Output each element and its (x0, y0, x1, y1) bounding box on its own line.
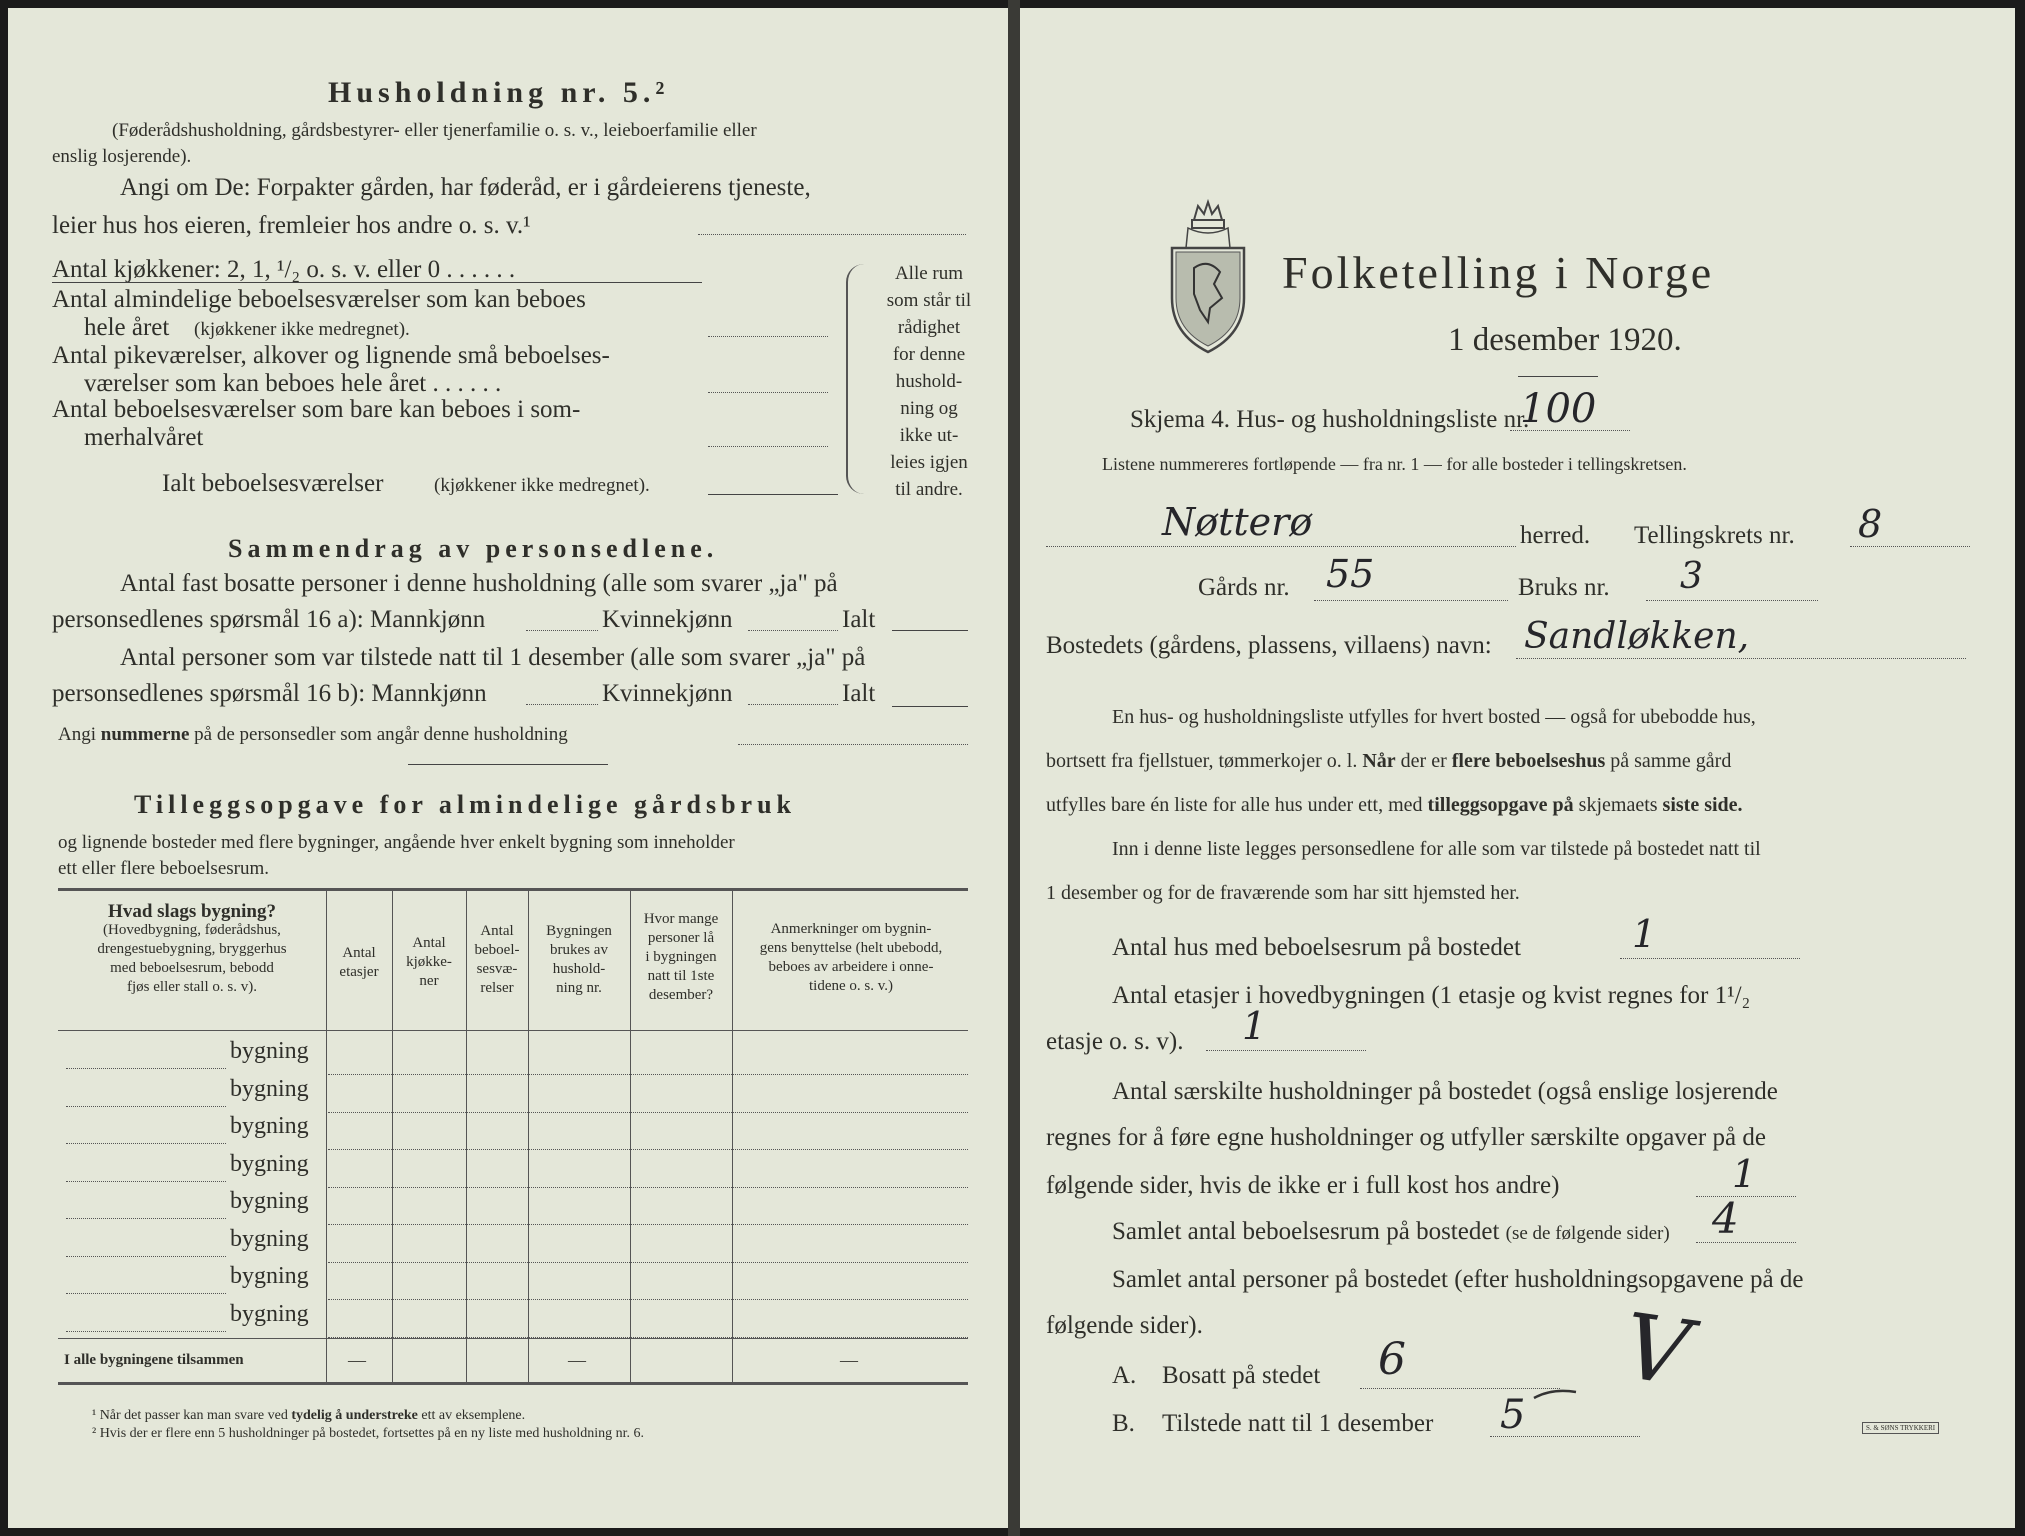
rooms-field[interactable] (1696, 1242, 1796, 1243)
header-line: beboel- (474, 942, 520, 958)
header-line: beboes av arbeidere i onne- (768, 959, 934, 975)
intro-line-2: enslig losjerende). (52, 146, 192, 167)
header-line: tidene o. s. v.) (808, 978, 893, 994)
header-line: Anmerkninger om bygnin- (770, 921, 932, 937)
building-name-field[interactable] (66, 1331, 226, 1332)
summer-rooms-field[interactable] (708, 446, 828, 447)
floors-question-1: Antal etasjer i hovedbygningen (1 etasje og kvist regnes for 1¹/₂ (1112, 982, 1751, 1009)
rooms-question-note: (se de følgende sider) (1505, 1223, 1670, 1244)
header-line: natt til 1ste (647, 968, 715, 984)
male-resident-field[interactable] (526, 630, 598, 631)
present-value[interactable]: 5 (1500, 1392, 1526, 1438)
table-row (328, 1074, 968, 1075)
building-row-label: bygning (230, 1038, 309, 1064)
present-field[interactable] (1490, 1436, 1640, 1437)
houses-field[interactable] (1620, 958, 1800, 959)
building-name-field[interactable] (66, 1106, 226, 1107)
header-household (530, 922, 628, 998)
header-line: Hvor mange (643, 911, 719, 927)
question-line-2: leier hus hos eieren, fremleier hos andre o. s. v.¹ (52, 212, 531, 239)
female-resident-field[interactable] (748, 630, 838, 631)
side-note-line: Alle rum (894, 263, 964, 284)
total-rooms-label: Ialt beboelsesværelser (162, 470, 384, 497)
header-persons (632, 910, 730, 1005)
building-name-field[interactable] (66, 1143, 226, 1144)
krets-label: Tellingskrets nr. (1634, 522, 1795, 549)
male-present-field[interactable] (526, 704, 598, 705)
total-rooms-field[interactable] (708, 494, 838, 495)
instruction-text: bortsett fra fjellstuer, tømmerkojer o. l. (1046, 750, 1358, 772)
households-question-2: regnes for å føre egne husholdninger og utfyller særskilte opgaver på de (1046, 1124, 1766, 1151)
gards-value[interactable]: 55 (1326, 552, 1375, 596)
houses-question: Antal hus med beboelsesrum på bostedet (1112, 934, 1521, 961)
resident-text: Bosatt på stedet (1162, 1362, 1321, 1389)
female-label-2: Kvinnekjønn (602, 680, 733, 707)
table-row (328, 1262, 968, 1263)
instruction-line-4: Inn i denne liste legges personsedlene for alle som var tilstede på bostedet natt til (1112, 838, 1761, 860)
summer-rooms-label-2: merhalvåret (84, 424, 204, 451)
side-note-line: rådighet (897, 317, 961, 338)
present-text: Tilstede natt til 1 desember (1162, 1410, 1434, 1437)
households-value[interactable]: 1 (1732, 1152, 1757, 1196)
kitchens-label: Antal kjøkkener: 2, 1, ¹/₂ o. s. v. eller 0 . . . . . . (52, 256, 516, 283)
female-label: Kvinnekjønn (602, 606, 733, 633)
herred-label: herred. (1520, 522, 1591, 549)
total-present-field[interactable] (892, 706, 968, 707)
header-line: desember? (648, 987, 714, 1003)
building-name-field[interactable] (66, 1068, 226, 1069)
total-household-dash: — (568, 1350, 586, 1370)
bosted-value[interactable]: Sandløkken, (1524, 616, 1750, 657)
bruks-value[interactable]: 3 (1680, 556, 1703, 597)
floors-value[interactable]: 1 (1242, 1004, 1267, 1048)
building-row-label: bygning (230, 1188, 309, 1214)
households-question-3: følgende sider, hvis de ikke er i full kost hos andre) (1046, 1172, 1560, 1199)
header-line: brukes av (550, 942, 608, 958)
krets-field[interactable] (1850, 546, 1970, 547)
divider (52, 282, 702, 283)
persons-question-1: Samlet antal personer på bostedet (efter husholdningsopgavene på de (1112, 1266, 1804, 1293)
numbers-text-2: på de personsedler som angår denne husholdning (194, 724, 568, 745)
numbers-text: Angi (58, 724, 96, 745)
brace (846, 264, 872, 494)
header-line: med beboelsesrum, bebodd (110, 960, 274, 976)
check-mark: V (1617, 1293, 1696, 1408)
gards-field[interactable] (1314, 600, 1508, 601)
summary-title: Sammendrag av personsedlene. (228, 534, 719, 563)
instruction-bold: flere beboelseshus (1451, 750, 1606, 772)
header-building-type-title: Hvad slags bygning? (108, 901, 276, 922)
instruction-line-3 (1046, 794, 1743, 817)
header-line: ner (419, 973, 439, 989)
footnote-1-a: ¹ Når det passer kan man svare ved (92, 1408, 288, 1423)
summary-p1-line2: personsedlenes spørsmål 16 a): Mannkjønn (52, 606, 486, 633)
table-row (328, 1149, 968, 1150)
ordinary-rooms-label: Antal almindelige beboelsesværelser som kan beboes (52, 286, 586, 313)
instruction-bold: Når (1362, 750, 1396, 772)
header-remarks (734, 920, 968, 996)
building-name-field[interactable] (66, 1218, 226, 1219)
header-line: drengestuebygning, bryggerhus (97, 941, 287, 957)
instruction-line-2 (1046, 750, 1731, 773)
summary-p2-line2: personsedlenes spørsmål 16 b): Mannkjønn (52, 680, 487, 707)
instruction-text: utfylles bare én liste for alle hus under ett, med (1046, 794, 1423, 816)
side-note-line: ikke ut- (899, 425, 959, 446)
resident-label: A. (1112, 1362, 1137, 1389)
header-line: personer lå (647, 930, 715, 946)
maid-rooms-label-2: værelser som kan beboes hele året . . . . . . (84, 370, 502, 397)
summer-rooms-label: Antal beboelsesværelser som bare kan beboes i som- (52, 396, 581, 423)
right-page (1020, 8, 2015, 1528)
header-floors (328, 944, 390, 982)
intro-line-1: (Føderådshusholdning, gårdsbestyrer- eller tjenerfamilie o. s. v., leieboerfamilie eller (112, 120, 757, 141)
gards-label: Gårds nr. (1198, 574, 1290, 601)
total-remarks-dash: — (840, 1350, 858, 1370)
instruction-line-1: En hus- og husholdningsliste utfylles for hvert bosted — også for ubebodde hus, (1112, 706, 1756, 728)
building-row-label: bygning (230, 1075, 309, 1102)
side-note-line: for denne (892, 344, 966, 365)
numbering-note: Listene nummereres fortløpende — fra nr. 1 — for alle bosteder i tellingskretsen. (1102, 454, 1687, 474)
form-title: Folketelling i Norge (1282, 247, 1715, 298)
side-note-line: som står til (886, 290, 972, 311)
female-present-field[interactable] (748, 704, 838, 705)
coat-of-arms-icon (1164, 198, 1252, 358)
side-note-line: leies igjen (890, 452, 968, 473)
floors-question-2: etasje o. s. v). (1046, 1028, 1184, 1055)
bruks-field[interactable] (1646, 600, 1818, 601)
building-row-label: bygning (230, 1300, 309, 1327)
side-note-line: ning og (900, 398, 958, 419)
question-line-1: Angi om De: Forpakter gården, har føderåd, er i gårdeierens tjeneste, (120, 174, 811, 201)
rooms-question (1112, 1218, 1670, 1246)
ordinary-rooms-field[interactable] (708, 336, 828, 337)
numbers-field[interactable] (738, 744, 968, 745)
header-line: gens benyttelse (helt ubebodd, (759, 940, 943, 956)
bosted-field[interactable] (1516, 658, 1966, 659)
resident-value[interactable]: 6 (1378, 1334, 1406, 1385)
header-line: fjøs eller stall o. s. v). (127, 979, 257, 995)
header-line: etasjer (339, 964, 379, 980)
numbers-line (58, 724, 568, 746)
farm-sub-2: ett eller flere beboelsesrum. (58, 858, 270, 879)
households-field[interactable] (1696, 1196, 1796, 1197)
instruction-text: der er (1400, 750, 1447, 772)
header-line: Antal (480, 923, 514, 939)
side-note-line: til andre. (895, 479, 963, 500)
houses-value[interactable]: 1 (1632, 912, 1657, 956)
page-fold (1008, 0, 1020, 1536)
building-row-label: bygning (230, 1225, 309, 1252)
instruction-text: på samme gård (1610, 750, 1732, 772)
ordinary-rooms-label-2: hele året (84, 314, 170, 341)
header-line: kjøkke- (406, 954, 452, 970)
building-row-label: bygning (230, 1150, 309, 1177)
total-floors-dash: — (348, 1350, 366, 1370)
header-line: relser (480, 980, 514, 996)
bruks-label: Bruks nr. (1518, 574, 1610, 601)
present-label: B. (1112, 1410, 1135, 1437)
building-name-field[interactable] (66, 1256, 226, 1257)
header-kitchens (394, 934, 464, 991)
section-divider (408, 764, 608, 765)
footnote-1-b: tydelig å understreke (291, 1408, 418, 1423)
footnote-2: ² Hvis der er flere enn 5 husholdninger på bostedet, fortsettes på en ny liste med husholdning nr. 6. (92, 1426, 645, 1441)
table-row (328, 1224, 968, 1225)
rooms-value[interactable]: 4 (1712, 1194, 1739, 1243)
answer-line[interactable] (698, 234, 966, 235)
instruction-bold: siste side. (1662, 794, 1743, 816)
farm-title: Tilleggsopgave for almindelige gårdsbruk (134, 790, 797, 819)
krets-value[interactable]: 8 (1858, 502, 1883, 546)
header-line: i bygningen (645, 949, 717, 965)
building-row-label: bygning (230, 1113, 309, 1139)
table-row (328, 1112, 968, 1113)
title-divider (1518, 376, 1598, 377)
ordinary-rooms-note: (kjøkkener ikke medregnet). (194, 319, 410, 340)
header-line: Bygningen (546, 923, 612, 939)
total-resident-field[interactable] (892, 630, 968, 631)
header-rooms (468, 922, 526, 998)
side-note-line: hushold- (895, 371, 963, 392)
footnote-1-c: ett av eksemplene. (421, 1408, 526, 1423)
table-row (328, 1187, 968, 1188)
list-number-field[interactable] (1510, 430, 1630, 431)
header-line: ning nr. (556, 980, 602, 996)
floors-field[interactable] (1206, 1050, 1366, 1051)
resident-field[interactable] (1360, 1388, 1560, 1389)
dash-mark-icon (1532, 1382, 1578, 1406)
printer-stamp: S. & SØNS TRYKKERI (1862, 1422, 1939, 1434)
header-line: hushold- (552, 961, 606, 977)
header-line: sesvæ- (476, 961, 518, 977)
header-line: Antal (342, 945, 376, 961)
maid-rooms-label: Antal pikeværelser, alkover og lignende små beboelses- (52, 342, 610, 369)
total-label: Ialt (842, 606, 876, 633)
total-rooms-note: (kjøkkener ikke medregnet). (434, 475, 650, 496)
herred-value[interactable]: Nøtterø (1162, 500, 1313, 544)
total-label-2: Ialt (842, 680, 876, 707)
bosted-label: Bostedets (gårdens, plassens, villaens) navn: (1046, 632, 1492, 659)
maid-rooms-field[interactable] (708, 392, 828, 393)
households-question-1: Antal særskilte husholdninger på bostedet (også enslige losjerende (1112, 1078, 1778, 1105)
household-title: Husholdning nr. 5.² (328, 76, 670, 109)
total-row-label: I alle bygningene tilsammen (64, 1352, 244, 1368)
side-note (874, 260, 984, 503)
farm-sub-1: og lignende bosteder med flere bygninger, angående hver enkelt bygning som inneholder (58, 832, 735, 853)
summary-p1-line1: Antal fast bosatte personer i denne husholdning (alle som svarer „ja" på (120, 570, 838, 597)
herred-field[interactable] (1046, 546, 1516, 547)
table-row (328, 1337, 968, 1338)
instruction-line-5: 1 desember og for de fraværende som har sitt hjemsted her. (1046, 882, 1520, 904)
building-name-field[interactable] (66, 1181, 226, 1182)
header-line: Antal (412, 935, 446, 951)
list-number-value[interactable]: 100 (1520, 386, 1597, 432)
instruction-bold: tilleggsopgave på (1427, 794, 1574, 816)
left-page (8, 8, 1008, 1528)
summary-p2-line1: Antal personer som var tilstede natt til 1 desember (alle som svarer „ja" på (120, 644, 866, 671)
schema-label: Skjema 4. Hus- og husholdningsliste nr. (1130, 406, 1530, 433)
building-row-label: bygning (230, 1263, 309, 1289)
table-row (328, 1299, 968, 1300)
numbers-bold: nummerne (100, 724, 190, 745)
rooms-question-text: Samlet antal beboelsesrum på bostedet (1112, 1218, 1500, 1245)
building-name-field[interactable] (66, 1293, 226, 1294)
persons-question-2: følgende sider). (1046, 1312, 1203, 1339)
form-date: 1 desember 1920. (1448, 322, 1682, 358)
footnote-1 (92, 1408, 525, 1424)
header-line: (Hovedbygning, føderådshus, (103, 922, 281, 938)
header-building-type (60, 902, 324, 997)
instruction-text: skjemaets (1578, 794, 1658, 816)
